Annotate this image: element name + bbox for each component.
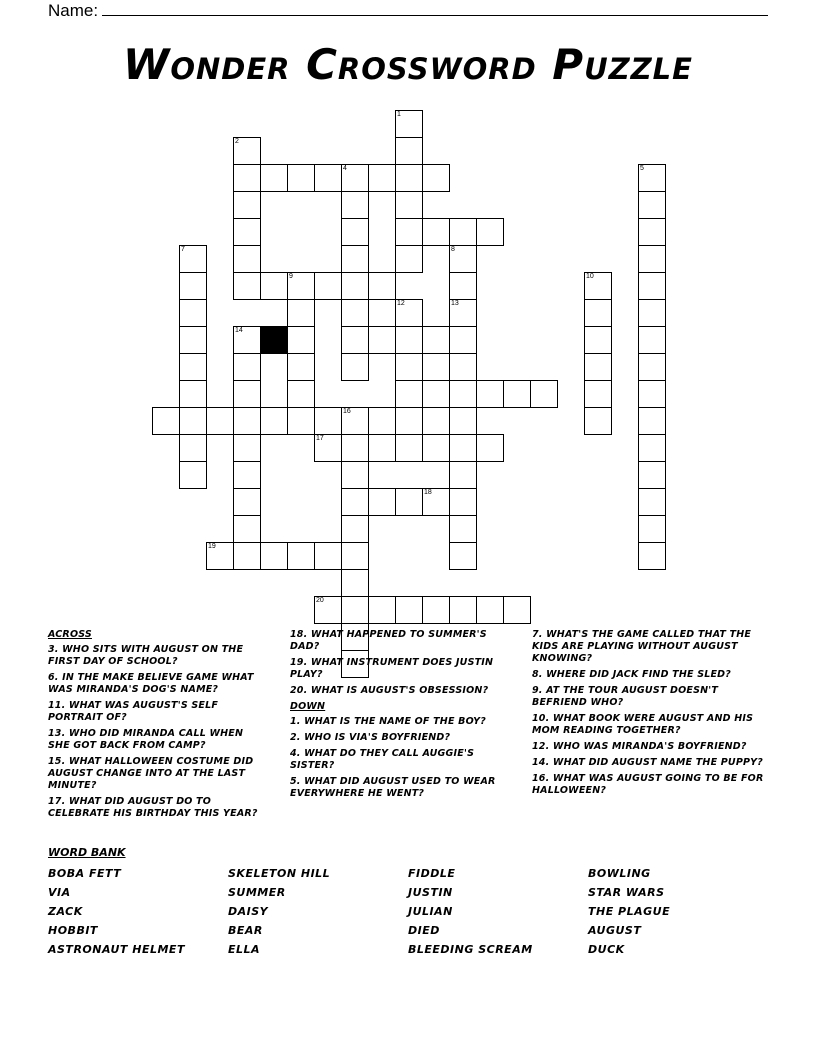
grid-cell[interactable] bbox=[449, 542, 477, 570]
word-bank-item: DIED bbox=[408, 924, 440, 937]
down-heading: DOWN bbox=[290, 701, 326, 712]
grid-cell[interactable] bbox=[638, 299, 666, 327]
clue-down-5: 5. WHAT DID AUGUST USED TO WEAR EVERYWHERE HE WENT? bbox=[290, 776, 496, 799]
grid-cell[interactable] bbox=[395, 137, 423, 165]
grid-cell[interactable] bbox=[449, 488, 477, 516]
cell-number: 20 bbox=[316, 597, 324, 604]
grid-cell[interactable] bbox=[638, 353, 666, 381]
clue-across-3: 3. WHO SITS WITH AUGUST ON THE FIRST DAY OF SCHOOL? bbox=[48, 644, 244, 667]
name-field bbox=[48, 0, 768, 21]
grid-cell[interactable] bbox=[233, 461, 261, 489]
grid-cell[interactable] bbox=[368, 434, 396, 462]
grid-cell[interactable] bbox=[179, 380, 207, 408]
grid-cell[interactable] bbox=[449, 596, 477, 624]
grid-cell[interactable] bbox=[638, 272, 666, 300]
word-bank-item: BLEEDING SCREAM bbox=[408, 943, 533, 956]
grid-cell[interactable] bbox=[314, 164, 342, 192]
grid-cell[interactable] bbox=[530, 380, 558, 408]
grid-cell[interactable] bbox=[179, 434, 207, 462]
grid-cell[interactable] bbox=[638, 380, 666, 408]
cell-number: 12 bbox=[397, 300, 405, 307]
clue-across-6: 6. IN THE MAKE BELIEVE GAME WHAT WAS MIRANDA'S DOG'S NAME? bbox=[48, 672, 254, 695]
grid-cell[interactable] bbox=[449, 515, 477, 543]
word-bank-item: JULIAN bbox=[408, 905, 453, 918]
grid-cell[interactable] bbox=[341, 515, 369, 543]
grid-cell[interactable] bbox=[314, 542, 342, 570]
word-bank-item: BEAR bbox=[228, 924, 263, 937]
grid-cell[interactable] bbox=[179, 407, 207, 435]
grid-cell[interactable] bbox=[341, 218, 369, 246]
grid-cell[interactable] bbox=[422, 407, 450, 435]
word-bank-item: BOBA FETT bbox=[48, 867, 122, 880]
grid-cell[interactable] bbox=[341, 245, 369, 273]
word-bank-column-4 bbox=[588, 864, 670, 959]
word-bank-column-3 bbox=[408, 864, 533, 959]
clue-across-17: 17. WHAT DID AUGUST DO TO CELEBRATE HIS BIRTHDAY THIS YEAR? bbox=[48, 796, 258, 819]
grid-cell[interactable] bbox=[368, 596, 396, 624]
grid-cell[interactable] bbox=[179, 326, 207, 354]
grid-cell[interactable] bbox=[314, 407, 342, 435]
grid-cell[interactable] bbox=[233, 407, 261, 435]
clue-across-18: 18. WHAT HAPPENED TO SUMMER'S DAD? bbox=[290, 629, 487, 652]
word-bank-item: ASTRONAUT HELMET bbox=[48, 943, 185, 956]
grid-cell[interactable] bbox=[422, 326, 450, 354]
grid-cell[interactable] bbox=[584, 353, 612, 381]
word-bank-column-2 bbox=[228, 864, 330, 959]
grid-cell[interactable] bbox=[179, 461, 207, 489]
grid-cell[interactable] bbox=[341, 272, 369, 300]
grid-cell[interactable] bbox=[233, 515, 261, 543]
grid-cell[interactable] bbox=[395, 245, 423, 273]
word-bank-item: BOWLING bbox=[588, 867, 651, 880]
clues-column-2 bbox=[290, 629, 505, 804]
word-bank-item: ELLA bbox=[228, 943, 261, 956]
grid-cell[interactable] bbox=[233, 272, 261, 300]
grid-cell[interactable] bbox=[341, 434, 369, 462]
word-bank-item: SKELETON HILL bbox=[228, 867, 331, 880]
cell-number: 10 bbox=[586, 273, 594, 280]
grid-cell[interactable] bbox=[638, 542, 666, 570]
grid-cell[interactable] bbox=[476, 380, 504, 408]
grid-cell[interactable] bbox=[584, 407, 612, 435]
grid-cell[interactable] bbox=[341, 596, 369, 624]
cell-number: 5 bbox=[640, 165, 644, 172]
grid-cell[interactable] bbox=[638, 164, 666, 192]
clue-down-7: 7. WHAT'S THE GAME CALLED THAT THE KIDS ARE PLAYING WITHOUT AUGUST KNOWING? bbox=[532, 629, 752, 664]
grid-cell[interactable] bbox=[179, 299, 207, 327]
grid-cell[interactable] bbox=[233, 434, 261, 462]
grid-cell[interactable] bbox=[233, 380, 261, 408]
grid-cell[interactable] bbox=[341, 488, 369, 516]
grid-cell[interactable] bbox=[395, 380, 423, 408]
clue-down-1: 1. WHAT IS THE NAME OF THE BOY? bbox=[290, 716, 486, 727]
grid-cell[interactable] bbox=[449, 245, 477, 273]
grid-cell[interactable] bbox=[503, 380, 531, 408]
clue-down-16: 16. WHAT WAS AUGUST GOING TO BE FOR HALLOWEEN? bbox=[532, 773, 764, 796]
grid-cell[interactable] bbox=[341, 542, 369, 570]
cell-number: 17 bbox=[316, 435, 324, 442]
grid-cell[interactable] bbox=[341, 569, 369, 597]
grid-cell[interactable] bbox=[503, 596, 531, 624]
grid-cell[interactable] bbox=[341, 191, 369, 219]
grid-cell[interactable] bbox=[233, 488, 261, 516]
name-label: Name: bbox=[48, 1, 99, 20]
word-bank-item: DUCK bbox=[588, 943, 625, 956]
grid-cell[interactable] bbox=[341, 164, 369, 192]
word-bank-item: FIDDLE bbox=[408, 867, 456, 880]
cell-number: 8 bbox=[451, 246, 455, 253]
grid-cell[interactable] bbox=[341, 326, 369, 354]
grid-cell[interactable] bbox=[287, 164, 315, 192]
grid-cell[interactable] bbox=[422, 434, 450, 462]
cell-number: 13 bbox=[451, 300, 459, 307]
cell-number: 18 bbox=[424, 489, 432, 496]
grid-cell[interactable] bbox=[287, 272, 315, 300]
grid-cell[interactable] bbox=[584, 380, 612, 408]
word-bank-heading: WORD BANK bbox=[48, 846, 126, 859]
grid-cell[interactable] bbox=[395, 488, 423, 516]
grid-cell[interactable] bbox=[179, 245, 207, 273]
grid-cell[interactable] bbox=[638, 434, 666, 462]
grid-cell[interactable] bbox=[395, 164, 423, 192]
grid-cell[interactable] bbox=[287, 380, 315, 408]
grid-cell[interactable] bbox=[638, 461, 666, 489]
grid-cell[interactable] bbox=[638, 407, 666, 435]
grid-cell[interactable] bbox=[368, 164, 396, 192]
grid-cell[interactable] bbox=[233, 353, 261, 381]
grid-cell[interactable] bbox=[341, 461, 369, 489]
word-bank-item: HOBBIT bbox=[48, 924, 98, 937]
grid-cell[interactable] bbox=[206, 407, 234, 435]
word-bank-item: JUSTIN bbox=[408, 886, 453, 899]
clue-down-2: 2. WHO IS VIA'S BOYFRIEND? bbox=[290, 732, 451, 743]
grid-cell[interactable] bbox=[638, 326, 666, 354]
grid-cell[interactable] bbox=[341, 407, 369, 435]
grid-cell[interactable] bbox=[260, 272, 288, 300]
grid-cell[interactable] bbox=[368, 488, 396, 516]
grid-cell[interactable] bbox=[287, 407, 315, 435]
grid-cell[interactable] bbox=[638, 218, 666, 246]
word-bank-item: SUMMER bbox=[228, 886, 286, 899]
word-bank-item: VIA bbox=[48, 886, 71, 899]
grid-cell[interactable] bbox=[233, 164, 261, 192]
cell-number: 4 bbox=[343, 165, 347, 172]
cell-number: 16 bbox=[343, 408, 351, 415]
across-heading: ACROSS bbox=[48, 629, 92, 640]
grid-cell[interactable] bbox=[422, 164, 450, 192]
puzzle-title: Wonder Crossword Puzzle bbox=[123, 40, 693, 89]
clue-across-20: 20. WHAT IS AUGUST'S OBSESSION? bbox=[290, 685, 489, 696]
word-bank-item: ZACK bbox=[48, 905, 83, 918]
grid-cell[interactable] bbox=[314, 434, 342, 462]
grid-cell[interactable] bbox=[287, 299, 315, 327]
grid-cell[interactable] bbox=[206, 542, 234, 570]
grid-cell[interactable] bbox=[341, 353, 369, 381]
grid-cell[interactable] bbox=[233, 542, 261, 570]
grid-cell[interactable] bbox=[449, 218, 477, 246]
grid-cell[interactable] bbox=[314, 596, 342, 624]
clue-down-12: 12. WHO WAS MIRANDA'S BOYFRIEND? bbox=[532, 741, 747, 752]
word-bank-item: DAISY bbox=[228, 905, 269, 918]
clues-column-3 bbox=[532, 629, 772, 801]
cell-number: 19 bbox=[208, 543, 216, 550]
grid-cell[interactable] bbox=[638, 488, 666, 516]
word-bank-column-1 bbox=[48, 864, 185, 959]
grid-cell[interactable] bbox=[422, 488, 450, 516]
grid-cell[interactable] bbox=[422, 380, 450, 408]
grid-cell[interactable] bbox=[449, 461, 477, 489]
grid-cell[interactable] bbox=[449, 272, 477, 300]
cell-number: 1 bbox=[397, 111, 401, 118]
cell-number: 2 bbox=[235, 138, 239, 145]
black-cell bbox=[260, 326, 288, 354]
grid-cell[interactable] bbox=[395, 218, 423, 246]
grid-cell[interactable] bbox=[449, 299, 477, 327]
grid-cell[interactable] bbox=[395, 299, 423, 327]
clue-across-15: 15. WHAT HALLOWEEN COSTUME DID AUGUST CHANGE INTO AT THE LAST MINUTE? bbox=[48, 756, 254, 791]
grid-cell[interactable] bbox=[476, 596, 504, 624]
clue-down-10: 10. WHAT BOOK WERE AUGUST AND HIS MOM READING TOGETHER? bbox=[532, 713, 754, 736]
grid-cell[interactable] bbox=[233, 191, 261, 219]
grid-cell[interactable] bbox=[395, 353, 423, 381]
grid-cell[interactable] bbox=[395, 326, 423, 354]
clue-down-14: 14. WHAT DID AUGUST NAME THE PUPPY? bbox=[532, 757, 763, 768]
word-bank-item: AUGUST bbox=[588, 924, 642, 937]
grid-cell[interactable] bbox=[260, 542, 288, 570]
grid-cell[interactable] bbox=[233, 137, 261, 165]
grid-cell[interactable] bbox=[287, 542, 315, 570]
grid-cell[interactable] bbox=[584, 272, 612, 300]
grid-cell[interactable] bbox=[152, 407, 180, 435]
grid-cell[interactable] bbox=[449, 434, 477, 462]
grid-cell[interactable] bbox=[179, 272, 207, 300]
cell-number: 9 bbox=[289, 273, 293, 280]
grid-cell[interactable] bbox=[341, 299, 369, 327]
clue-across-11: 11. WHAT WAS AUGUST'S SELF PORTRAIT OF? bbox=[48, 700, 219, 723]
grid-cell[interactable] bbox=[422, 218, 450, 246]
clue-across-19: 19. WHAT INSTRUMENT DOES JUSTIN PLAY? bbox=[290, 657, 494, 680]
grid-cell[interactable] bbox=[449, 326, 477, 354]
grid-cell[interactable] bbox=[422, 596, 450, 624]
grid-cell[interactable] bbox=[260, 164, 288, 192]
grid-cell[interactable] bbox=[449, 407, 477, 435]
grid-cell[interactable] bbox=[395, 596, 423, 624]
grid-cell[interactable] bbox=[449, 380, 477, 408]
grid-cell[interactable] bbox=[395, 407, 423, 435]
grid-cell[interactable] bbox=[584, 326, 612, 354]
grid-cell[interactable] bbox=[476, 434, 504, 462]
clue-down-9: 9. AT THE TOUR AUGUST DOESN'T BEFRIEND WHO? bbox=[532, 685, 719, 708]
grid-cell[interactable] bbox=[638, 191, 666, 219]
cell-number: 14 bbox=[235, 327, 243, 334]
grid-cell[interactable] bbox=[233, 326, 261, 354]
grid-cell[interactable] bbox=[233, 245, 261, 273]
grid-cell[interactable] bbox=[314, 272, 342, 300]
grid-cell[interactable] bbox=[368, 326, 396, 354]
grid-cell[interactable] bbox=[584, 299, 612, 327]
grid-cell[interactable] bbox=[449, 353, 477, 381]
grid-cell[interactable] bbox=[395, 434, 423, 462]
clue-down-8: 8. WHERE DID JACK FIND THE SLED? bbox=[532, 669, 731, 680]
grid-cell[interactable] bbox=[395, 191, 423, 219]
grid-cell[interactable] bbox=[368, 407, 396, 435]
grid-cell[interactable] bbox=[260, 407, 288, 435]
grid-cell[interactable] bbox=[476, 218, 504, 246]
grid-cell[interactable] bbox=[368, 272, 396, 300]
grid-cell[interactable] bbox=[179, 353, 207, 381]
clue-down-4: 4. WHAT DO THEY CALL AUGGIE'S SISTER? bbox=[290, 748, 475, 771]
word-bank-item: STAR WARS bbox=[588, 886, 665, 899]
grid-cell[interactable] bbox=[395, 110, 423, 138]
grid-cell[interactable] bbox=[287, 353, 315, 381]
word-bank-item: THE PLAGUE bbox=[588, 905, 671, 918]
grid-cell[interactable] bbox=[638, 515, 666, 543]
grid-cell[interactable] bbox=[638, 245, 666, 273]
clues-column-1 bbox=[48, 629, 263, 824]
grid-cell[interactable] bbox=[287, 326, 315, 354]
cell-number: 7 bbox=[181, 246, 185, 253]
name-line bbox=[102, 0, 768, 16]
clue-across-13: 13. WHO DID MIRANDA CALL WHEN SHE GOT BACK FROM CAMP? bbox=[48, 728, 244, 751]
grid-cell[interactable] bbox=[233, 218, 261, 246]
